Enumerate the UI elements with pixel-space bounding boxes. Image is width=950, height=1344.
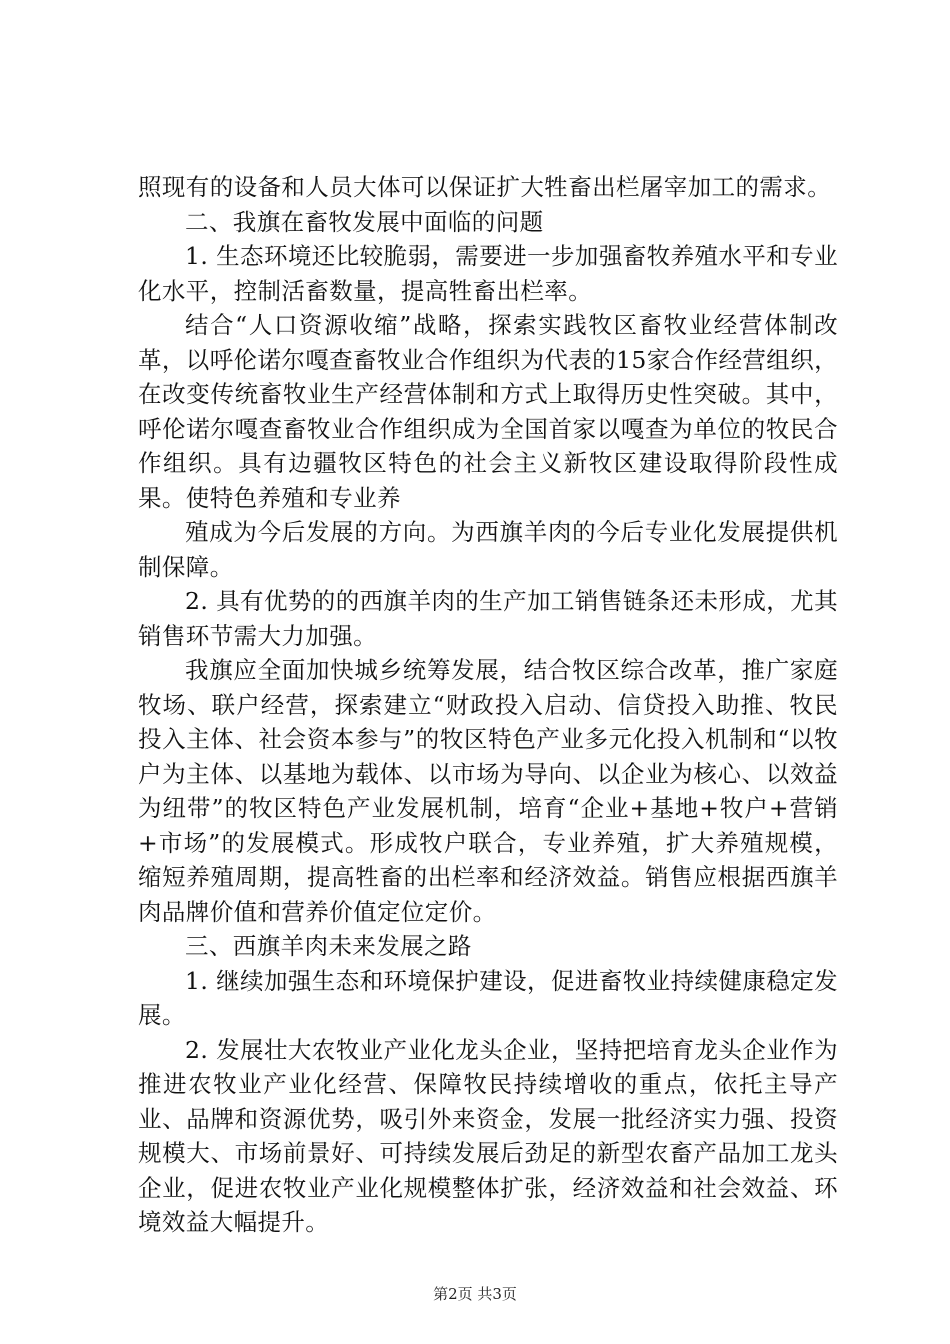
paragraph-9: 1. 继续加强生态和环境保护建设，促进畜牧业持续健康稳定发展。 [138, 966, 838, 1029]
document-body [138, 170, 838, 1240]
paragraph-5: 殖成为今后发展的方向。为西旗羊肉的今后专业化发展提供机制保障。 [138, 518, 838, 581]
section-heading-future: 三、西旗羊肉未来发展之路 [185, 932, 472, 960]
paragraph-4: 结合“人口资源收缩”战略，探索实践牧区畜牧业经营体制改革，以呼伦诺尔嘎查畜牧业合作组织为代表的15家合作经营组织，在改变传统畜牧业生产经营体制和方式上取得历史性突破。其中，呼伦诺尔嘎查畜牧业合作组织成为全国首家以嘎查为单位的牧民合作组织。具有边疆牧区特色的社会主义新牧区建设取得阶段性成果。使特色养殖和专业养 [138, 311, 838, 512]
paragraph-10: 2. 发展壮大农牧业产业化龙头企业，坚持把培育龙头企业作为推进农牧业产业化经营、保障牧民持续增收的重点，依托主导产业、品牌和资源优势，吸引外来资金，发展一批经济实力强、投资规模大、市场前景好、可持续发展后劲足的新型农畜产品加工龙头企业，促进农牧业产业化规模整体扩张，经济效益和社会效益、环境效益大幅提升。 [138, 1035, 838, 1236]
page-footer: 第2页 共3页 [433, 1285, 517, 1303]
paragraph-7: 我旗应全面加快城乡统筹发展，结合牧区综合改革，推广家庭牧场、联户经营，探索建立“财政投入启动、信贷投入助推、牧民投入主体、社会资本参与”的牧区特色产业多元化投入机制和“以牧户为主体、以基地为载体、以市场为导向、以企业为核心、以效益为纽带”的牧区特色产业发展机制，培育“企业+基地+牧户+营销+市场”的发展模式。形成牧户联合，专业养殖，扩大养殖规模，缩短养殖周期，提高牲畜的出栏率和经济效益。销售应根据西旗羊肉品牌价值和营养价值定位定价。 [138, 656, 838, 926]
paragraph-3: 1. 生态环境还比较脆弱，需要进一步加强畜牧养殖水平和专业化水平，控制活畜数量，提高牲畜出栏率。 [138, 242, 838, 305]
paragraph-1: 照现有的设备和人员大体可以保证扩大牲畜出栏屠宰加工的需求。 [138, 173, 832, 201]
section-heading-problems: 二、我旗在畜牧发展中面临的问题 [185, 207, 544, 236]
paragraph-6: 2. 具有优势的的西旗羊肉的生产加工销售链条还未形成，尤其销售环节需大力加强。 [138, 587, 838, 650]
